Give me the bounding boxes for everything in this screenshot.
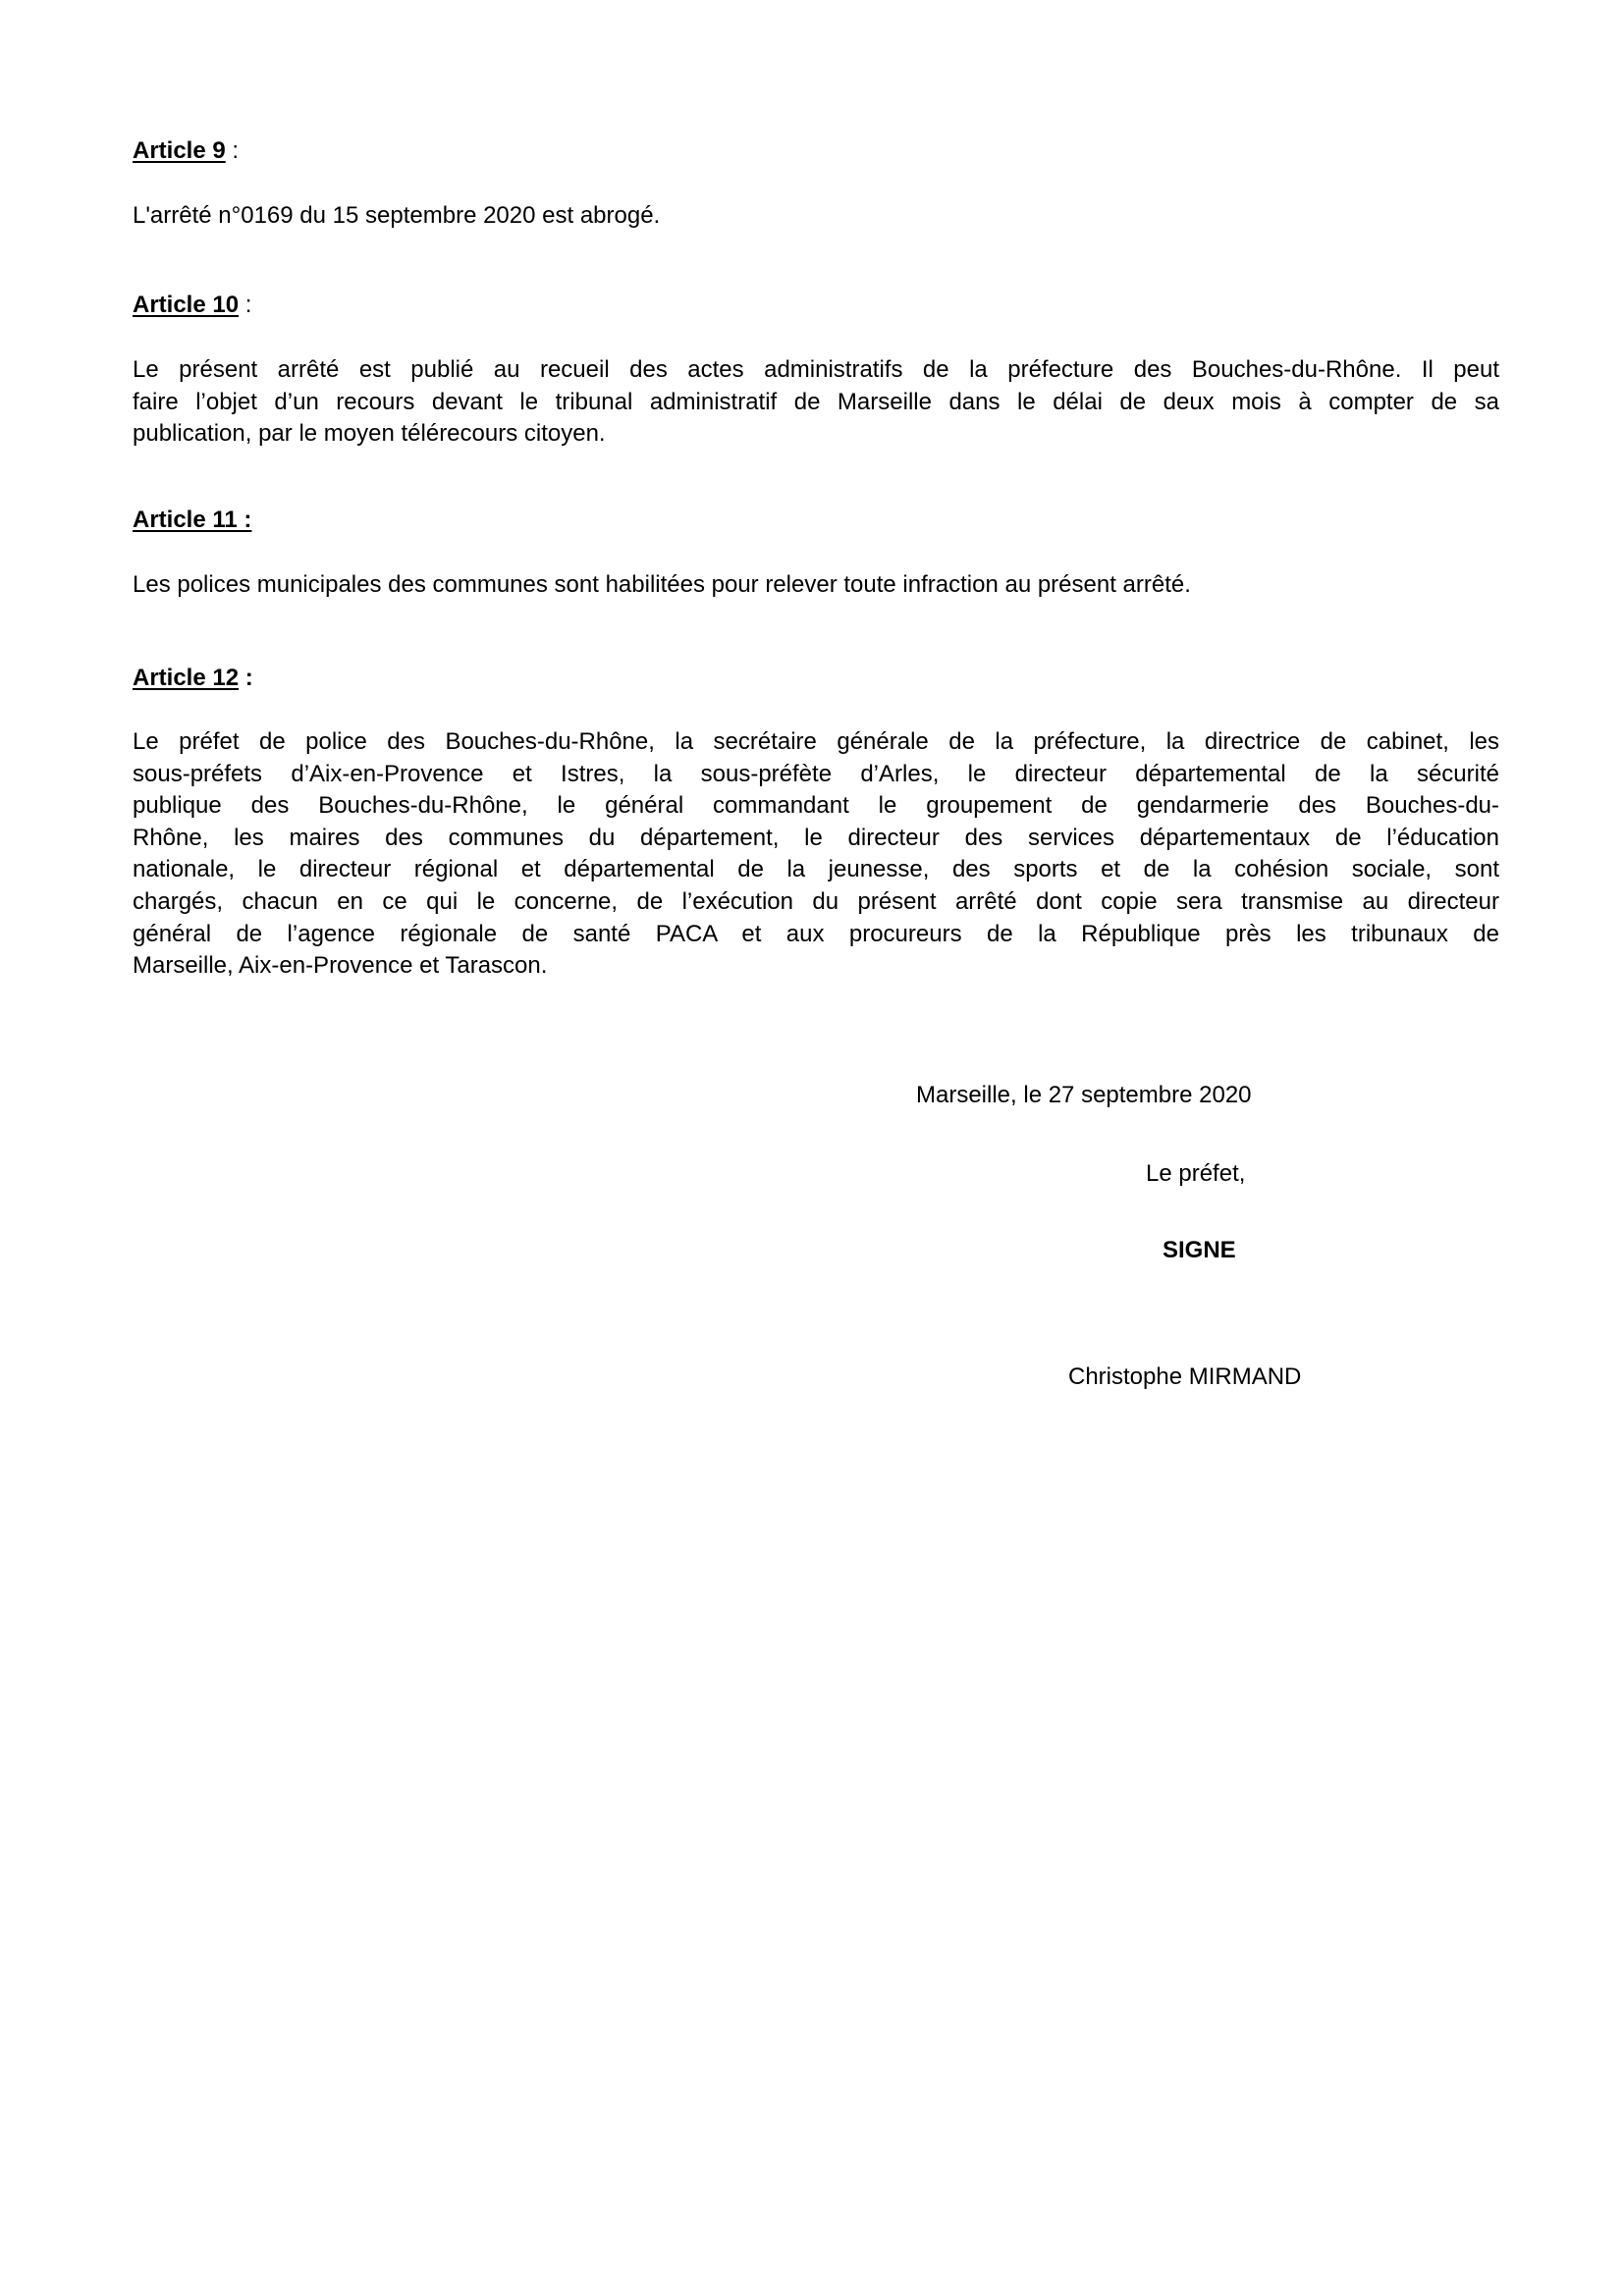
article-12-colon: : [239, 665, 253, 691]
place-date: Marseille, le 27 septembre 2020 [916, 1082, 1252, 1108]
paragraph-line: sous-préfets d’Aix-en-Provence et Istres, la sous-préfète d’Arles, le directeur départemental de la sécurité [133, 760, 1499, 787]
paragraph-line: publique des Bouches-du-Rhône, le général commandant le groupement de gendarmerie des Bouches-du- [133, 792, 1499, 820]
paragraph-line: Marseille, Aix-en-Provence et Tarascon. [133, 952, 548, 980]
paragraph-line: Le présent arrêté est publié au recueil des actes administratifs de la préfecture des Bouches-du-Rhône. Il peut [133, 356, 1499, 383]
article-9-title: Article 9 [133, 137, 226, 164]
article-9-text: L'arrêté n°0169 du 15 septembre 2020 est abrogé. [133, 202, 661, 229]
article-12-heading [133, 665, 253, 692]
article-9-colon: : [225, 137, 240, 164]
article-10-title: Article 10 [133, 292, 240, 318]
paragraph-line: publication, par le moyen télérecours citoyen. [133, 420, 606, 448]
paragraph-line: Le préfet de police des Bouches-du-Rhône, la secrétaire générale de la préfecture, la directrice de cabinet, les [133, 728, 1499, 755]
paragraph-line: chargés, chacun en ce qui le concerne, de l’exécution du présent arrêté dont copie sera transmise au directeur [133, 887, 1499, 915]
signatory-title: Le préfet, [1146, 1160, 1246, 1187]
article-10-heading [133, 292, 251, 319]
paragraph-line: général de l’agence régionale de santé PACA et aux procureurs de la République près les tribunaux de [133, 920, 1499, 947]
article-11-title: Article 11 : [133, 507, 252, 533]
article-11-text: Les polices municipales des communes sont habilitées pour relever toute infraction au présent arrêté. [133, 571, 1191, 598]
article-11-heading [133, 507, 251, 534]
article-12-paragraph [133, 726, 1499, 983]
paragraph-line: faire l’objet d’un recours devant le tribunal administratif de Marseille dans le délai de deux mois à compter de sa [133, 388, 1499, 415]
paragraph-line: Rhône, les maires des communes du département, le directeur des services départementaux de l’éducation [133, 824, 1499, 851]
signed-mark: SIGNE [1163, 1237, 1236, 1263]
paragraph-line: nationale, le directeur régional et départemental de la jeunesse, des sports et de la cohésion sociale, sont [133, 856, 1499, 883]
article-10-colon: : [239, 292, 252, 318]
signatory-name: Christophe MIRMAND [1068, 1363, 1302, 1390]
article-9-heading [133, 137, 239, 165]
article-12-title: Article 12 [133, 665, 240, 691]
article-10-paragraph [133, 354, 1499, 451]
